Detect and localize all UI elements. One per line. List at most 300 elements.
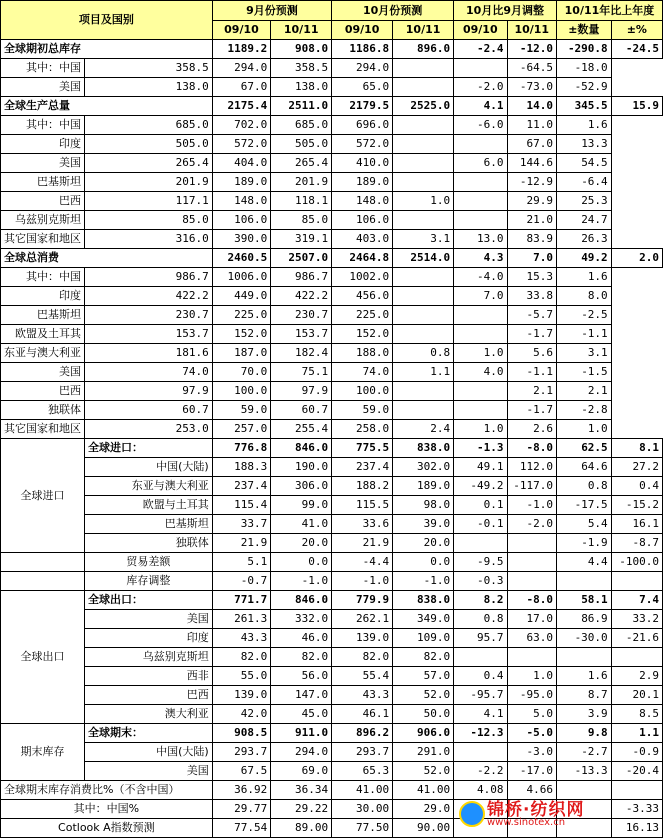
row-label: 全球总消费 bbox=[1, 249, 213, 268]
value-cell: -24.5 bbox=[611, 40, 662, 59]
value-cell: 908.0 bbox=[271, 40, 332, 59]
value-cell: 29.77 bbox=[212, 800, 270, 819]
value-cell: 115.4 bbox=[212, 496, 270, 515]
row-label: 美国 bbox=[85, 762, 213, 781]
value-cell: 6.0 bbox=[454, 154, 507, 173]
table-row bbox=[1, 743, 663, 762]
value-cell: 49.1 bbox=[454, 458, 507, 477]
value-cell bbox=[393, 306, 454, 325]
value-cell: 112.0 bbox=[507, 458, 556, 477]
value-cell: 60.7 bbox=[271, 401, 332, 420]
table-row bbox=[1, 268, 663, 287]
table-row bbox=[1, 344, 663, 363]
value-cell: 255.4 bbox=[271, 420, 332, 439]
table-row bbox=[1, 363, 663, 382]
row-label: 其中：中国 bbox=[1, 268, 85, 287]
value-cell: 182.4 bbox=[271, 344, 332, 363]
value-cell: 97.9 bbox=[85, 382, 213, 401]
value-cell: 0.1 bbox=[454, 496, 507, 515]
value-cell: 8.7 bbox=[556, 686, 611, 705]
value-cell: 33.7 bbox=[212, 515, 270, 534]
row-label: 巴西 bbox=[1, 382, 85, 401]
value-cell bbox=[393, 211, 454, 230]
table-row bbox=[1, 78, 663, 97]
value-cell: 21.9 bbox=[212, 534, 270, 553]
value-cell: 16.1 bbox=[611, 515, 662, 534]
row-label: 欧盟与土耳其 bbox=[85, 496, 213, 515]
value-cell: 2.4 bbox=[393, 420, 454, 439]
subheader-percent: ±% bbox=[611, 21, 662, 40]
value-cell bbox=[507, 572, 556, 591]
value-cell: 115.5 bbox=[332, 496, 393, 515]
value-cell: 16.13 bbox=[611, 819, 662, 838]
value-cell: 896.0 bbox=[393, 40, 454, 59]
value-cell: 188.2 bbox=[332, 477, 393, 496]
value-cell: -21.6 bbox=[611, 629, 662, 648]
value-cell: 189.0 bbox=[332, 173, 393, 192]
value-cell: 293.7 bbox=[212, 743, 270, 762]
value-cell: 2.6 bbox=[507, 420, 556, 439]
value-cell: 15.9 bbox=[611, 97, 662, 116]
value-cell: 306.0 bbox=[271, 477, 332, 496]
value-cell: 456.0 bbox=[332, 287, 393, 306]
value-cell: 50.0 bbox=[393, 705, 454, 724]
value-cell: 188.3 bbox=[212, 458, 270, 477]
value-cell: 771.7 bbox=[212, 591, 270, 610]
table-row bbox=[1, 420, 663, 439]
value-cell: 986.7 bbox=[271, 268, 332, 287]
value-cell: 41.0 bbox=[271, 515, 332, 534]
table-row bbox=[1, 534, 663, 553]
row-label: 独联体 bbox=[85, 534, 213, 553]
value-cell: 67.0 bbox=[212, 78, 270, 97]
value-cell: 99.0 bbox=[271, 496, 332, 515]
value-cell: 4.1 bbox=[454, 97, 507, 116]
value-cell: 144.6 bbox=[507, 154, 556, 173]
value-cell: -2.4 bbox=[454, 40, 507, 59]
value-cell bbox=[393, 401, 454, 420]
value-cell: 2.0 bbox=[611, 249, 662, 268]
value-cell: 39.0 bbox=[393, 515, 454, 534]
table-row bbox=[1, 401, 663, 420]
value-cell: 63.0 bbox=[507, 629, 556, 648]
value-cell: 1.1 bbox=[393, 363, 454, 382]
value-cell: 21.0 bbox=[507, 211, 556, 230]
value-cell: 257.0 bbox=[212, 420, 270, 439]
value-cell: -18.0 bbox=[556, 59, 611, 78]
subheader-1011: 10/11 bbox=[507, 21, 556, 40]
value-cell: 13.0 bbox=[454, 230, 507, 249]
value-cell: 4.1 bbox=[454, 705, 507, 724]
value-cell: -1.1 bbox=[556, 325, 611, 344]
table-row bbox=[1, 325, 663, 344]
sinotex-logo-icon bbox=[459, 801, 485, 827]
row-label: 全球进口： bbox=[85, 439, 213, 458]
value-cell: 319.1 bbox=[271, 230, 332, 249]
value-cell: 696.0 bbox=[332, 116, 393, 135]
value-cell: 896.2 bbox=[332, 724, 393, 743]
value-cell: 505.0 bbox=[271, 135, 332, 154]
value-cell: 2464.8 bbox=[332, 249, 393, 268]
value-cell: 33.2 bbox=[611, 610, 662, 629]
value-cell: 293.7 bbox=[332, 743, 393, 762]
value-cell: 258.0 bbox=[332, 420, 393, 439]
value-cell bbox=[454, 382, 507, 401]
row-label: 其中：中国 bbox=[1, 59, 85, 78]
table-row bbox=[1, 382, 663, 401]
value-cell: 189.0 bbox=[212, 173, 270, 192]
value-cell: 85.0 bbox=[271, 211, 332, 230]
value-cell: -64.5 bbox=[507, 59, 556, 78]
value-cell: 1002.0 bbox=[332, 268, 393, 287]
value-cell: 8.2 bbox=[454, 591, 507, 610]
header-item-column: 项目及国别 bbox=[1, 1, 213, 40]
header-oct-forecast: 10月份预测 bbox=[332, 1, 454, 21]
section-group-label: 期末库存 bbox=[1, 724, 85, 781]
value-cell: 43.3 bbox=[212, 629, 270, 648]
value-cell: -1.5 bbox=[556, 363, 611, 382]
value-cell: 7.4 bbox=[611, 591, 662, 610]
row-label: 西非 bbox=[85, 667, 213, 686]
value-cell: 138.0 bbox=[271, 78, 332, 97]
value-cell: -290.8 bbox=[556, 40, 611, 59]
value-cell: 7.0 bbox=[507, 249, 556, 268]
row-label: 全球期末库存消费比%（不含中国） bbox=[1, 781, 213, 800]
row-label: 巴西 bbox=[85, 686, 213, 705]
header-year-over-year: 10/11年比上年度 bbox=[556, 1, 662, 21]
value-cell: 449.0 bbox=[212, 287, 270, 306]
value-cell: 30.00 bbox=[332, 800, 393, 819]
value-cell: 294.0 bbox=[332, 59, 393, 78]
value-cell: 685.0 bbox=[271, 116, 332, 135]
row-label: Cotlook A指数预测 bbox=[1, 819, 213, 838]
value-cell: 237.4 bbox=[332, 458, 393, 477]
table-row bbox=[1, 135, 663, 154]
table-row bbox=[1, 610, 663, 629]
value-cell: 29.0 bbox=[393, 800, 454, 819]
value-cell: -0.3 bbox=[454, 572, 507, 591]
value-cell: 147.0 bbox=[271, 686, 332, 705]
value-cell: 2460.5 bbox=[212, 249, 270, 268]
row-label: 印度 bbox=[1, 287, 85, 306]
table-row bbox=[1, 173, 663, 192]
value-cell: 52.0 bbox=[393, 686, 454, 705]
value-cell bbox=[393, 268, 454, 287]
row-label: 全球出口： bbox=[85, 591, 213, 610]
value-cell bbox=[393, 287, 454, 306]
value-cell: 58.1 bbox=[556, 591, 611, 610]
value-cell: -2.7 bbox=[556, 743, 611, 762]
value-cell: -8.0 bbox=[507, 591, 556, 610]
value-cell: 69.0 bbox=[271, 762, 332, 781]
value-cell: -1.0 bbox=[271, 572, 332, 591]
value-cell: -12.3 bbox=[454, 724, 507, 743]
value-cell: -5.0 bbox=[507, 724, 556, 743]
value-cell bbox=[556, 572, 611, 591]
value-cell: 187.0 bbox=[212, 344, 270, 363]
value-cell bbox=[507, 553, 556, 572]
value-cell: -1.3 bbox=[454, 439, 507, 458]
value-cell: 95.7 bbox=[454, 629, 507, 648]
value-cell: 83.9 bbox=[507, 230, 556, 249]
value-cell: 265.4 bbox=[85, 154, 213, 173]
subheader-0910: 09/10 bbox=[212, 21, 270, 40]
value-cell bbox=[393, 154, 454, 173]
row-label: 澳大利亚 bbox=[85, 705, 213, 724]
row-label: 其中：中国 bbox=[1, 116, 85, 135]
value-cell: 410.0 bbox=[332, 154, 393, 173]
value-cell bbox=[393, 382, 454, 401]
subheader-0910: 09/10 bbox=[332, 21, 393, 40]
value-cell: 5.1 bbox=[212, 553, 270, 572]
value-cell: -4.4 bbox=[332, 553, 393, 572]
table-row bbox=[1, 192, 663, 211]
value-cell: 11.0 bbox=[507, 116, 556, 135]
value-cell: 237.4 bbox=[212, 477, 270, 496]
value-cell: -1.9 bbox=[556, 534, 611, 553]
table-row bbox=[1, 762, 663, 781]
value-cell bbox=[611, 648, 662, 667]
value-cell: -13.3 bbox=[556, 762, 611, 781]
value-cell: 0.0 bbox=[393, 553, 454, 572]
value-cell: 390.0 bbox=[212, 230, 270, 249]
row-label: 中国(大陆) bbox=[85, 743, 213, 762]
value-cell: 77.54 bbox=[212, 819, 270, 838]
value-cell: 4.0 bbox=[454, 363, 507, 382]
value-cell: 422.2 bbox=[271, 287, 332, 306]
row-label: 中国(大陆) bbox=[85, 458, 213, 477]
value-cell: 41.00 bbox=[393, 781, 454, 800]
table-row bbox=[1, 515, 663, 534]
value-cell: 302.0 bbox=[393, 458, 454, 477]
row-label: 美国 bbox=[1, 78, 85, 97]
value-cell: 2.1 bbox=[556, 382, 611, 401]
value-cell: 358.5 bbox=[85, 59, 213, 78]
value-cell: -6.4 bbox=[556, 173, 611, 192]
value-cell: 100.0 bbox=[332, 382, 393, 401]
value-cell: 3.1 bbox=[556, 344, 611, 363]
value-cell: -117.0 bbox=[507, 477, 556, 496]
value-cell: 291.0 bbox=[393, 743, 454, 762]
value-cell: 97.9 bbox=[271, 382, 332, 401]
value-cell: -0.9 bbox=[611, 743, 662, 762]
value-cell: 46.0 bbox=[271, 629, 332, 648]
table-row bbox=[1, 477, 663, 496]
section-group-label: 全球进口 bbox=[1, 439, 85, 553]
value-cell: 5.6 bbox=[507, 344, 556, 363]
value-cell: 82.0 bbox=[393, 648, 454, 667]
value-cell: 838.0 bbox=[393, 439, 454, 458]
value-cell: 846.0 bbox=[271, 591, 332, 610]
row-label: 全球期末： bbox=[85, 724, 213, 743]
value-cell: 139.0 bbox=[212, 686, 270, 705]
row-label: 美国 bbox=[85, 610, 213, 629]
value-cell: 2175.4 bbox=[212, 97, 270, 116]
value-cell: 152.0 bbox=[212, 325, 270, 344]
value-cell: 1189.2 bbox=[212, 40, 270, 59]
value-cell: 316.0 bbox=[85, 230, 213, 249]
value-cell: -3.33 bbox=[611, 800, 662, 819]
value-cell: 4.4 bbox=[556, 553, 611, 572]
table-row bbox=[1, 439, 663, 458]
value-cell: 908.5 bbox=[212, 724, 270, 743]
value-cell: 702.0 bbox=[212, 116, 270, 135]
value-cell: 82.0 bbox=[332, 648, 393, 667]
value-cell: 779.9 bbox=[332, 591, 393, 610]
table-row bbox=[1, 306, 663, 325]
value-cell: 189.0 bbox=[393, 477, 454, 496]
value-cell bbox=[393, 59, 454, 78]
value-cell: 1.6 bbox=[556, 268, 611, 287]
watermark-title: 锦桥·纺织网 bbox=[487, 800, 585, 820]
value-cell: 148.0 bbox=[332, 192, 393, 211]
row-label: 东亚与澳大利亚 bbox=[85, 477, 213, 496]
value-cell: 685.0 bbox=[85, 116, 213, 135]
value-cell: -0.1 bbox=[454, 515, 507, 534]
value-cell: -1.0 bbox=[393, 572, 454, 591]
value-cell bbox=[393, 116, 454, 135]
value-cell: 45.0 bbox=[271, 705, 332, 724]
value-cell: 67.5 bbox=[212, 762, 270, 781]
table-row bbox=[1, 154, 663, 173]
value-cell: 59.0 bbox=[332, 401, 393, 420]
value-cell: 349.0 bbox=[393, 610, 454, 629]
value-cell: 846.0 bbox=[271, 439, 332, 458]
row-label: 印度 bbox=[1, 135, 85, 154]
value-cell: 20.1 bbox=[611, 686, 662, 705]
value-cell: 262.1 bbox=[332, 610, 393, 629]
value-cell: 49.2 bbox=[556, 249, 611, 268]
value-cell: 2514.0 bbox=[393, 249, 454, 268]
table-row bbox=[1, 705, 663, 724]
value-cell: 906.0 bbox=[393, 724, 454, 743]
value-cell: -17.0 bbox=[507, 762, 556, 781]
value-cell bbox=[507, 534, 556, 553]
value-cell: -52.9 bbox=[556, 78, 611, 97]
value-cell: 59.0 bbox=[212, 401, 270, 420]
value-cell: -4.0 bbox=[454, 268, 507, 287]
value-cell: 2.9 bbox=[611, 667, 662, 686]
value-cell: 404.0 bbox=[212, 154, 270, 173]
value-cell: -12.9 bbox=[507, 173, 556, 192]
value-cell: 62.5 bbox=[556, 439, 611, 458]
value-cell: 85.0 bbox=[85, 211, 213, 230]
value-cell: 74.0 bbox=[332, 363, 393, 382]
value-cell: 152.0 bbox=[332, 325, 393, 344]
value-cell: 82.0 bbox=[271, 648, 332, 667]
header-adjustment: 10月比9月调整 bbox=[454, 1, 557, 21]
value-cell: -30.0 bbox=[556, 629, 611, 648]
row-label: 库存调整 bbox=[85, 572, 213, 591]
value-cell bbox=[454, 173, 507, 192]
value-cell: 15.3 bbox=[507, 268, 556, 287]
table-row bbox=[1, 211, 663, 230]
value-cell: 2179.5 bbox=[332, 97, 393, 116]
value-cell: 201.9 bbox=[85, 173, 213, 192]
value-cell: 153.7 bbox=[85, 325, 213, 344]
watermark-url: www.sinotex.cn bbox=[487, 817, 566, 828]
value-cell: 20.0 bbox=[393, 534, 454, 553]
value-cell: 225.0 bbox=[332, 306, 393, 325]
table-row bbox=[1, 40, 663, 59]
table-row bbox=[1, 667, 663, 686]
value-cell: 98.0 bbox=[393, 496, 454, 515]
row-label: 东亚与澳大利亚 bbox=[1, 344, 85, 363]
value-cell bbox=[454, 59, 507, 78]
value-cell: 776.8 bbox=[212, 439, 270, 458]
value-cell: 8.1 bbox=[611, 439, 662, 458]
value-cell bbox=[454, 306, 507, 325]
value-cell: -2.2 bbox=[454, 762, 507, 781]
value-cell: -17.5 bbox=[556, 496, 611, 515]
empty-cell bbox=[1, 572, 85, 591]
value-cell: 153.7 bbox=[271, 325, 332, 344]
value-cell: 77.50 bbox=[332, 819, 393, 838]
value-cell: 13.3 bbox=[556, 135, 611, 154]
value-cell: -5.7 bbox=[507, 306, 556, 325]
value-cell: 5.0 bbox=[507, 705, 556, 724]
value-cell bbox=[454, 534, 507, 553]
value-cell: -73.0 bbox=[507, 78, 556, 97]
table-row bbox=[1, 591, 663, 610]
value-cell bbox=[454, 648, 507, 667]
value-cell bbox=[454, 743, 507, 762]
table-row bbox=[1, 629, 663, 648]
value-cell: 9.8 bbox=[556, 724, 611, 743]
value-cell: 345.5 bbox=[556, 97, 611, 116]
value-cell: 403.0 bbox=[332, 230, 393, 249]
value-cell: 294.0 bbox=[271, 743, 332, 762]
value-cell: 64.6 bbox=[556, 458, 611, 477]
table-row bbox=[1, 287, 663, 306]
value-cell: 0.0 bbox=[271, 553, 332, 572]
table-row bbox=[1, 648, 663, 667]
value-cell: 24.7 bbox=[556, 211, 611, 230]
subheader-0910: 09/10 bbox=[454, 21, 507, 40]
value-cell: -9.5 bbox=[454, 553, 507, 572]
row-label: 全球期初总库存 bbox=[1, 40, 213, 59]
table-row bbox=[1, 553, 663, 572]
value-cell: 230.7 bbox=[271, 306, 332, 325]
row-label: 巴基斯坦 bbox=[1, 173, 85, 192]
value-cell: 1.0 bbox=[393, 192, 454, 211]
value-cell: -2.0 bbox=[454, 78, 507, 97]
value-cell: 1.0 bbox=[556, 420, 611, 439]
value-cell: 55.0 bbox=[212, 667, 270, 686]
row-label: 独联体 bbox=[1, 401, 85, 420]
value-cell: 1006.0 bbox=[212, 268, 270, 287]
subheader-1011: 10/11 bbox=[393, 21, 454, 40]
table-row bbox=[1, 97, 663, 116]
value-cell: 253.0 bbox=[85, 420, 213, 439]
value-cell: 70.0 bbox=[212, 363, 270, 382]
value-cell: -8.0 bbox=[507, 439, 556, 458]
value-cell bbox=[454, 401, 507, 420]
value-cell: 1.0 bbox=[454, 344, 507, 363]
table-row bbox=[1, 116, 663, 135]
value-cell: 0.4 bbox=[454, 667, 507, 686]
value-cell: 90.00 bbox=[393, 819, 454, 838]
value-cell: -1.7 bbox=[507, 325, 556, 344]
value-cell: 106.0 bbox=[212, 211, 270, 230]
value-cell: 46.1 bbox=[332, 705, 393, 724]
row-label: 美国 bbox=[1, 363, 85, 382]
value-cell: -1.7 bbox=[507, 401, 556, 420]
value-cell: 21.9 bbox=[332, 534, 393, 553]
value-cell: 838.0 bbox=[393, 591, 454, 610]
value-cell: 20.0 bbox=[271, 534, 332, 553]
value-cell: 2507.0 bbox=[271, 249, 332, 268]
